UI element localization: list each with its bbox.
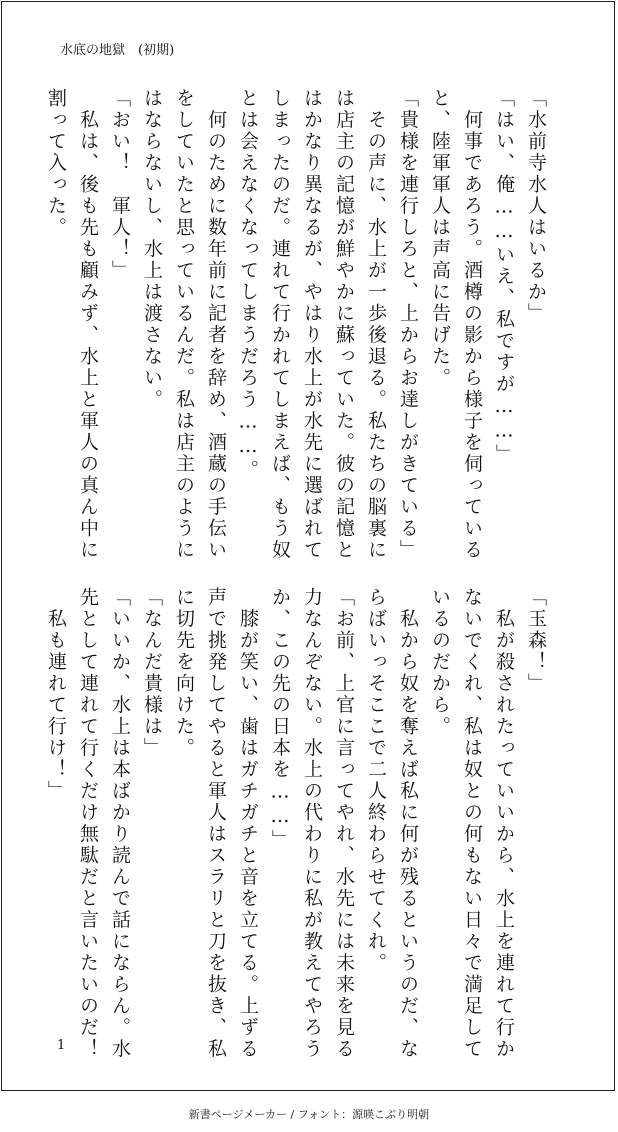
- text-line: らばいっそここで二人終わらせてくれ。: [365, 587, 387, 974]
- credit-footer: 新書ページメーカー / フォント：源暎こぶり明朝: [188, 1108, 430, 1121]
- text-line: 何のために数年前に記者を辞め、酒蔵の手伝い: [205, 88, 227, 561]
- text-line: はかなり異なるが、やはり水上が水先に選ばれて: [301, 88, 323, 561]
- text-line: 膝が笑い、歯はガチガチと音を立てる。上ずる: [237, 587, 259, 1060]
- text-line: と、陸軍軍人は声高に告げた。: [429, 88, 451, 389]
- book-page: [1, 1, 615, 1091]
- text-line: 私が殺されたっていいから、水上を連れて行か: [493, 587, 515, 1060]
- text-line: 「貴様を連行しろと、上からお達しがきている」: [397, 88, 419, 561]
- text-line: 力なんぞない。水上の代わりに私が教えてやろう: [301, 587, 323, 1060]
- text-line: 「玉森！」: [525, 587, 547, 695]
- text-line: 私から奴を奪えば私に何が残るというのだ、な: [397, 587, 419, 1060]
- text-line: 「お前、上官に言ってやれ、水先には未来を見る: [333, 587, 355, 1060]
- text-line: は店主の記憶が鮮やかに蘇っていた。彼の記憶と: [333, 88, 355, 561]
- text-line: はならないし、水上は渡さない。: [141, 88, 163, 411]
- text-line: 「水前寺水人はいるか」: [525, 88, 547, 325]
- text-line: 「なんだ貴様は」: [141, 587, 163, 759]
- text-line: 割って入った。: [45, 88, 67, 239]
- text-line: 先として連れて行くだけ無駄だと言いたいのだ！: [77, 587, 99, 1060]
- chapter-header: 水底の地獄 (初期): [60, 43, 175, 58]
- text-line: 「いいか、水上は本ばかり読んで話にならん。水: [109, 587, 131, 1060]
- text-line: 私も連れて行け！」: [45, 587, 67, 802]
- text-line: 何事であろう。酒樽の影から様子を伺っている: [461, 88, 483, 561]
- text-line: をしていたと思っているんだ。私は店主のように: [173, 88, 195, 561]
- text-line: 「はい、俺……いえ、私ですが……」: [493, 88, 515, 466]
- text-line: いるのだから。: [429, 587, 451, 738]
- lower-text-block: [40, 587, 552, 1060]
- text-line: ないでくれ、私は奴との何もない日々で満足して: [461, 587, 483, 1060]
- text-line: 私は、後も先も顧みず、水上と軍人の真ん中に: [77, 88, 99, 561]
- upper-text-block: [40, 88, 552, 561]
- text-line: しまったのだ。連れて行かれてしまえば、もう奴: [269, 88, 291, 561]
- text-line: か、この先の日本を……」: [269, 587, 291, 851]
- text-line: とは会えなくなってしまうだろう……。: [237, 88, 259, 481]
- text-line: 「おい！ 軍人！」: [109, 88, 131, 282]
- text-line: に切先を向けた。: [173, 587, 195, 759]
- text-line: 声で挑発してやると軍人はスラリと刀を抜き、私: [205, 587, 227, 1060]
- text-line: その声に、水上が一歩後退る。私たちの脳裏に: [365, 88, 387, 561]
- page-number: 1: [57, 1038, 66, 1053]
